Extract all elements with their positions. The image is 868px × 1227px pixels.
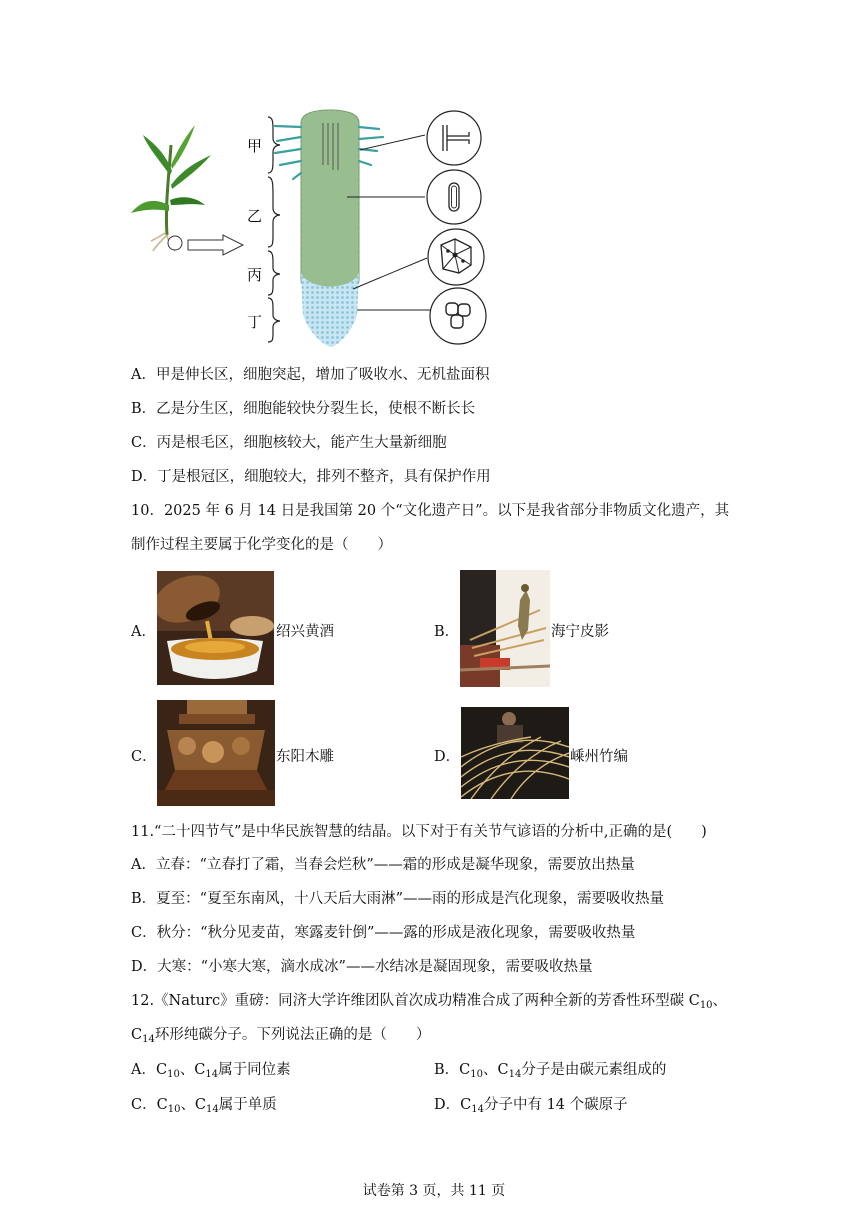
q10-option-a-letter: A． xyxy=(131,624,156,640)
q10-option-a-caption: 绍兴黄酒 xyxy=(276,624,334,640)
root-tip-figure xyxy=(125,105,495,350)
q12-option-a: A．$C_{10}$、$C_{14}$属于同位素 xyxy=(131,1062,291,1080)
q10-stem-line2: 制作过程主要属于化学变化的是（ ） xyxy=(131,537,392,553)
zone-label-ding: 丁 xyxy=(247,313,263,331)
wine-photo xyxy=(157,571,274,685)
q10-option-c-letter: C． xyxy=(131,749,157,765)
q12-stem-line2: $C_{14}$环形纯碳分子。下列说法正确的是（ ） xyxy=(131,1027,431,1045)
cell-elongation-icon xyxy=(427,170,481,224)
q10-option-d-letter: D． xyxy=(434,749,461,765)
q9-option-d: D．丁是根冠区，细胞较大，排列不整齐，具有保护作用 xyxy=(131,469,491,485)
q9-option-a: A．甲是伸长区，细胞突起，增加了吸收水、无机盐面积 xyxy=(131,367,490,383)
zone-label-yi: 乙 xyxy=(247,207,263,225)
q11-stem: 11.“二十四节气”是中华民族智慧的结晶。以下对于有关节气谚语的分析中,正确的是( ) xyxy=(131,824,707,840)
arrow-icon xyxy=(188,235,243,255)
q12-option-b: B．$C_{10}$、$C_{14}$分子是由碳元素组成的 xyxy=(434,1062,667,1080)
zone-label-bing: 丙 xyxy=(247,266,263,284)
q9-option-b: B．乙是分生区，细胞能较快分裂生长，使根不断长长 xyxy=(131,401,476,417)
q10-option-b-caption: 海宁皮影 xyxy=(551,624,609,640)
bamboo-weaving-photo xyxy=(461,707,569,799)
root-tip-drawing xyxy=(275,110,383,347)
zone-label-jia: 甲 xyxy=(247,137,263,155)
q10-option-d-caption: 嵊州竹编 xyxy=(570,749,628,765)
page-footer: 试卷第 3 页，共 11 页 xyxy=(362,1183,506,1199)
q9-option-c: C．丙是根毛区，细胞核较大，能产生大量新细胞 xyxy=(131,435,447,451)
q12-option-c: C．$C_{10}$、$C_{14}$属于单质 xyxy=(131,1097,277,1115)
q12-stem-line1: 12.《Naturc》重磅：同济大学许维团队首次成功精准合成了两种全新的芳香性环型碳 $C_{10}$、 xyxy=(131,993,728,1011)
q12-option-d: D．$C_{14}$分子中有 14 个碳原子 xyxy=(434,1097,628,1115)
cell-root-cap-icon xyxy=(430,288,486,344)
q11-option-c: C．秋分：“秋分见麦苗，寒露麦针倒”——露的形成是液化现象，需要吸收热量 xyxy=(131,925,636,941)
q10-option-c-caption: 东阳木雕 xyxy=(276,749,334,765)
q11-option-b: B．夏至：“夏至东南风，十八天后大雨淋”——雨的形成是汽化现象，需要吸收热量 xyxy=(131,891,664,907)
wood-carving-photo xyxy=(157,700,275,806)
q10-stem-line1: 10．2025 年 6 月 14 日是我国第 20 个“文化遗产日”。以下是我省部分非物质文化遗产，其 xyxy=(131,503,730,519)
seedling-icon xyxy=(131,125,211,251)
q11-option-a: A．立春：“立春打了霜，当春会烂秋”——霜的形成是凝华现象，需要放出热量 xyxy=(131,857,635,873)
q10-option-b-letter: B． xyxy=(434,624,460,640)
shadow-puppet-photo xyxy=(460,570,550,687)
cell-meristem-icon xyxy=(428,229,484,285)
q11-option-d: D．大寒：“小寒大寒，滴水成冰”——水结冰是凝固现象，需要吸收热量 xyxy=(131,959,593,975)
cell-root-hair-icon xyxy=(427,111,481,165)
